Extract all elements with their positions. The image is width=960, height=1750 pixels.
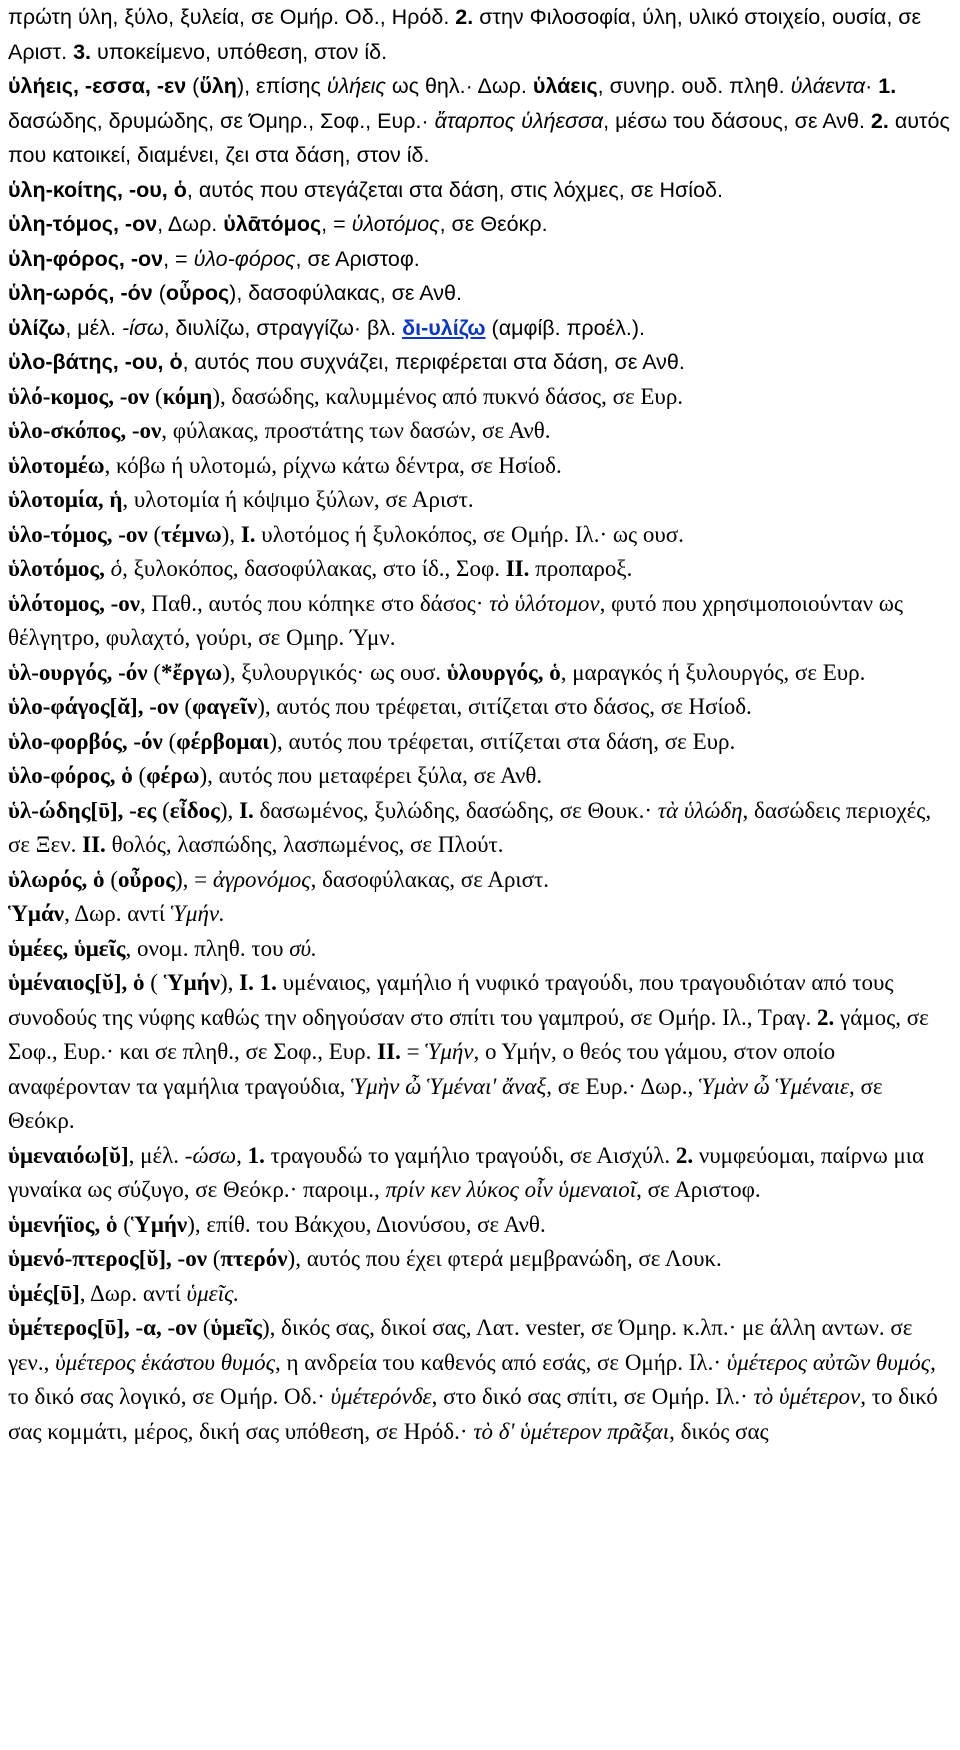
entry-headword-text: 2. [675,1142,694,1168]
entry-headword-text: ὑλουργός, ὁ [446,659,561,685]
entry-italic-text: πρίν κεν λύκος οἶν ὑμεναιοῖ [385,1177,637,1202]
entry-headword-text: ὑλο-φάγος[ᾰ], -ον [8,694,179,719]
entry-headword-text: 2. [455,5,474,29]
entry-text: ( [156,797,170,823]
entry-text: , το δικό σας λογικό, σε Ομήρ. Οδ.· [8,1349,936,1409]
entry-headword-text: ὑλη-φόρος, -ον [8,246,164,271]
entry-headword-text: ὕλη [199,74,237,98]
entry-italic-text: τὸ δ' ὑμέτερον πρᾶξαι [473,1418,670,1444]
entry-headword-text: φέρω [146,763,200,788]
entry-headword-text: ὑλο-σκόπος, -ον [8,418,162,443]
entry-text: , το δικό σας κομμάτι, μέρος, δική σας υπόθεση, σε Ηρόδ.· [8,1384,938,1444]
entry-headword-text: οὖρος [117,866,175,892]
dictionary-entry [8,242,950,277]
dictionary-entry [8,1208,950,1243]
entry-text: ), = [174,866,213,892]
entry-headword-text: I. [239,797,254,823]
entry-text: , φυτό που χρησιμοποιούνταν ως θέλγητρο, φυλαχτό, γούρι, σε Ομηρ. Ύμν. [8,590,903,650]
entry-text: δασώδης, δρυμώδης, σε Όμηρ., Σοφ., Ευρ.· [8,108,435,133]
dictionary-entry [8,725,950,760]
dictionary-entry [8,1139,950,1208]
entry-text: , ξυλοκόπος, δασοφύλακας, στο ίδ., Σοφ. [122,556,506,581]
dictionary-entry [8,656,950,691]
entry-italic-text: ὑλάεντα [790,74,866,98]
entry-headword-text: II. [82,832,106,857]
entry-text: , ονομ. πληθ. του [125,935,290,961]
entry-text: (αμφίβ. προέλ.). [485,315,646,340]
entry-headword-text: ὑλο-φόρος, ὁ [8,763,133,788]
entry-text: , ο Υμήν, ο θεός του γάμου, στον οποίο αναφέρονταν τα γαμήλια τραγούδια, [8,1039,836,1099]
dictionary-entry [8,69,950,173]
entry-text: ), δασώδης, καλυμμένος από πυκνό δάσος, σε Ευρ. [212,383,684,409]
entry-headword-text: ὑμέες, ὑμεῖς [8,935,126,961]
entry-headword-text: ὑμεῖς [210,1315,262,1340]
entry-headword-text: ὑλο-βάτης, -ου, ὁ [8,350,183,374]
entry-text: , μέλ. [128,1142,185,1168]
entry-headword-text: 1. [878,74,897,98]
entry-text: , διυλίζω, στραγγίζω· βλ. [163,315,403,340]
entry-italic-text: τὸ ὑλότομον [489,590,600,616]
entry-text: , συνηρ. ουδ. πληθ. [597,74,791,98]
entry-text: , στο δικό σας σπίτι, σε Ομήρ. Ιλ.· [431,1384,754,1409]
entry-text: ( [178,694,193,719]
entry-headword-text: ὑλάεις [532,74,598,98]
entry-headword-text: ὑλ-ουργός, -όν [8,659,148,685]
entry-headword-text: ὑμές[ῡ] [8,1280,80,1306]
entry-text: ( [149,383,163,409]
entry-text: προπαροξ. [529,556,633,581]
entry-text: ( [117,1211,131,1237]
entry-text: θολός, λασπώδης, λασπωμένος, σε Πλούτ. [105,832,504,857]
entry-italic-text: τὸ ὑμέτερον [753,1384,861,1409]
entry-headword-text: Ὑμήν [163,970,220,995]
entry-text: υμέναιος, γαμήλιο ή νυφικό τραγούδι, που τραγουδιόταν από τους συνοδούς της νύφης καθώς την οδηγούσαν στο σπίτι του γαμπρού, σε Ομήρ. Ιλ., Τραγ. [8,970,894,1030]
dictionary-entry [8,311,950,346]
dictionary-entry [8,863,950,898]
entry-headword-text: ὑμεναιόω[ῠ] [8,1142,129,1168]
dictionary-entry [8,587,950,656]
entry-italic-text: τὰ ὑλώδη [657,797,743,823]
entry-headword-text: ὑλ-ώδης[ῡ], -ες [8,797,157,823]
entry-text: ( [206,1246,221,1271]
entry-text: ( [186,74,200,98]
entry-italic-text: ὑλο-φόρος [193,246,296,271]
dictionary-entry [8,0,950,69]
entry-headword-text: ὑλο-φορβός, -όν [8,728,163,754]
entry-headword-text: τέμνω [161,521,222,547]
entry-text: ( [144,970,164,995]
dictionary-entry [8,932,950,967]
entry-headword-text: ὑλότομος, -ον [8,590,141,616]
entry-text: , μέλ. [65,315,122,340]
entry-headword-text: ὑλᾱτόμος [223,212,322,236]
entry-headword-text: ὑλοτομέω [8,452,105,478]
entry-headword-text: Ὑμάν [8,901,65,926]
entry-headword-text: *ἔργω [160,659,223,685]
entry-text: ), δασοφύλακας, σε Ανθ. [229,281,462,305]
entry-text: υλοτόμος ή ξυλοκόπος, σε Ομήρ. Ιλ.· ως ουσ. [255,521,684,547]
entry-text: , Δωρ. [157,212,224,236]
entry-headword-text: φαγεῖν [192,694,258,719]
entry-headword-text: φέρβομαι [176,728,270,754]
entry-text: υποκείμενο, υπόθεση, στον ίδ. [91,39,388,64]
entry-text: , η ανδρεία του καθενός από εσάς, σε Ομήρ. Ιλ.· [274,1349,727,1375]
entry-text: ), επίσης [236,74,327,98]
entry-italic-text: ὑμέτερος αὐτῶν θυμός [726,1349,931,1375]
entry-text: ως θηλ.· Δωρ. [385,74,533,98]
entry-italic-text: ὁ [110,556,123,581]
entry-text: νυμφεύομαι, παίρνω μια γυναίκα ως σύζυγο, σε Θεόκρ.· παροιμ., [8,1142,925,1202]
entry-text: , = [321,212,352,236]
entry-text: · [865,74,879,98]
dictionary-entry [8,1242,950,1277]
entry-italic-text: ὑμεῖς. [186,1280,240,1306]
entry-italic-text: ἄταρπος ὑλήεσσα [434,108,604,133]
entry-text: ), [219,797,240,823]
entry-text: πρώτη ύλη, ξύλο, ξυλεία, σε Ομήρ. Οδ., Ηρόδ. [8,5,456,29]
entry-text: , Δωρ. αντί [64,901,171,926]
entry-text: , σε Θεόκρ. [8,1073,883,1133]
entry-text: ), αυτός που μεταφέρει ξύλα, σε Ανθ. [199,763,543,788]
entry-italic-text: Ὑμὰν ὦ Ὑμέναιε [699,1073,850,1099]
entry-text: , [236,1142,248,1168]
entry-headword-text: 2. [817,1004,835,1030]
entry-headword-text: 3. [73,39,91,64]
dictionary-entry [8,449,950,484]
entry-headword-text: 1. [247,1142,265,1168]
entry-text: ), επίθ. του Βάκχου, Διονύσου, σε Ανθ. [187,1211,546,1237]
entry-text: , δικός σας [669,1418,769,1444]
entry-text: , μέσω του δάσους, σε Ανθ. [603,108,871,133]
entry-headword-text: I. 1. [239,970,277,995]
entry-italic-text: -ώσω [184,1142,237,1168]
dictionary-entry [8,518,950,553]
entry-text: τραγουδώ το γαμήλιο τραγούδι, σε Αισχύλ. [264,1142,676,1168]
entry-text: ( [152,281,166,305]
dictionary-entry [8,897,950,932]
cross-reference-link[interactable]: δι-υλίζω [402,315,486,340]
entry-headword-text: 2. [870,108,889,133]
dictionary-entry [8,690,950,725]
entry-text: = [400,1039,426,1064]
entry-text: ), [220,970,240,995]
entry-text: ), αυτός που τρέφεται, σιτίζεται στα δάση, σε Ευρ. [269,728,736,754]
entry-text: ( [147,659,161,685]
entry-text: ( [147,521,162,547]
dictionary-entry [8,1311,950,1449]
dictionary-entry [8,483,950,518]
entry-italic-text: ἀγρονόμος [212,866,311,892]
entry-italic-text: Ὑμήν. [170,901,225,926]
entry-headword-text: ὑλη-τόμος, -ον [8,212,158,236]
dictionary-entry [8,759,950,794]
entry-text: , δασώδεις περιοχές, σε Ξεν. [8,797,932,857]
entry-text: , μαραγκός ή ξυλουργός, σε Ευρ. [560,659,866,685]
dictionary-entry [8,966,950,1139]
entry-text: ), αυτός που τρέφεται, σιτίζεται στο δάσος, σε Ησίοδ. [257,694,752,719]
entry-text: ( [196,1315,211,1340]
entry-headword-text: ὑλωρός, ὁ [8,866,105,892]
entry-text: στην Φιλοσοφία, ύλη, υλικό στοιχείο, ουσία, σε Αριστ. [8,5,922,64]
entry-headword-text: II. [505,556,530,581]
entry-text: , κόβω ή υλοτομώ, ρίχνω κάτω δέντρα, σε Ησίοδ. [104,452,562,478]
entry-headword-text: ὑλήεις, -εσσα, -εν [8,74,187,98]
entry-headword-text: I. [240,521,256,547]
dictionary-entry [8,794,950,863]
entry-text: , = [163,246,194,271]
entry-headword-text: ὑμέτερος[ῡ], -α, -ον [8,1315,197,1340]
entry-text: ), ξυλουργικός· ως ουσ. [222,659,447,685]
dictionary-entry [8,552,950,587]
dictionary-entry [8,414,950,449]
entry-headword-text: ὑλοτομία, ἡ [8,487,123,512]
entry-headword-text: Ὑμήν [130,1211,188,1237]
entry-italic-text: -ίσω [121,315,164,340]
entry-text: , σε Αριστοφ. [636,1177,761,1202]
dictionary-entry [8,1277,950,1312]
entry-headword-text: ὑλίζω [8,315,66,340]
entry-text: ( [104,866,118,892]
entry-text: , σε Ευρ.· Δωρ., [546,1073,700,1099]
entry-text: , σε Θεόκρ. [439,212,548,236]
entry-headword-text: κόμη [162,383,213,409]
entry-text: , δασοφύλακας, σε Αριστ. [310,866,549,892]
entry-italic-text: ὑλοτόμος [351,212,440,236]
entry-headword-text: οὖρος [165,281,230,305]
entry-italic-text: Ὑμὴν ὦ Ὑμέναι' ἄναξ [351,1073,547,1099]
entry-headword-text: ὑμενό-πτερος[ῠ], -ον [8,1246,207,1271]
dictionary-entry [8,276,950,311]
entry-text: ), αυτός που έχει φτερά μεμβρανώδη, σε Λουκ. [287,1246,722,1271]
entry-headword-text: ὑλη-κοίτης, -ου, ὁ [8,177,187,202]
entry-headword-text: II. [377,1039,401,1064]
entry-text: γάμος, σε Σοφ., Ευρ.· και σε πληθ., σε Σοφ., Ευρ. [8,1004,929,1064]
entry-headword-text: ὑλο-τόμος, -ον [8,521,148,547]
entry-list [8,0,950,1449]
entry-italic-text: ὑλήεις [326,74,386,98]
entry-text: , υλοτομία ή κόψιμο ξύλων, σε Αριστ. [122,487,474,512]
entry-italic-text: Ὑμήν [425,1039,474,1064]
dictionary-entry [8,207,950,242]
entry-italic-text: σύ. [289,935,317,961]
dictionary-entry [8,345,950,380]
entry-text: , Παθ., αυτός που κόπηκε στο δάσος· [140,590,490,616]
entry-headword-text: ὑλοτόμος, [8,556,105,581]
entry-headword-text: ὑμενήϊος, ὁ [8,1211,118,1237]
entry-text: , αυτός που συχνάζει, περιφέρεται στα δάση, σε Ανθ. [182,350,685,374]
entry-italic-text: ὑμέτερος ἑκάστου θυμός [55,1349,275,1375]
entry-text: ), [221,521,241,547]
entry-text: αυτός που κατοικεί, διαμένει, ζει στα δάση, στον ίδ. [8,108,950,167]
entry-text: ( [162,728,177,754]
entry-text: , Δωρ. αντί [79,1280,187,1306]
entry-text: ), δικός σας, δικοί σας, Λατ. vester, σε Όμηρ. κ.λπ.· με άλλη αντων. σε γεν., [8,1315,913,1375]
entry-text: , αυτός που στεγάζεται στα δάση, στις λόχμες, σε Ησίοδ. [186,177,723,202]
entry-text: δασωμένος, ξυλώδης, δασώδης, σε Θουκ.· [253,797,658,823]
entry-headword-text: εἶδος [169,797,220,823]
entry-headword-text: ὑλη-ωρός, -όν [8,281,153,305]
entry-text: , σε Αριστοφ. [295,246,420,271]
entry-headword-text: ὑμέναιος[ῠ], ὁ [8,970,145,995]
entry-text: , φύλακας, προστάτης των δασών, σε Ανθ. [161,418,551,443]
entry-text: ( [132,763,147,788]
entry-headword-text: πτερόν [220,1246,288,1271]
dictionary-entry [8,173,950,208]
entry-headword-text: ὑλό-κομος, -ον [8,383,150,409]
entry-italic-text: ὑμέτερόνδε [330,1384,432,1409]
dictionary-entry [8,380,950,415]
